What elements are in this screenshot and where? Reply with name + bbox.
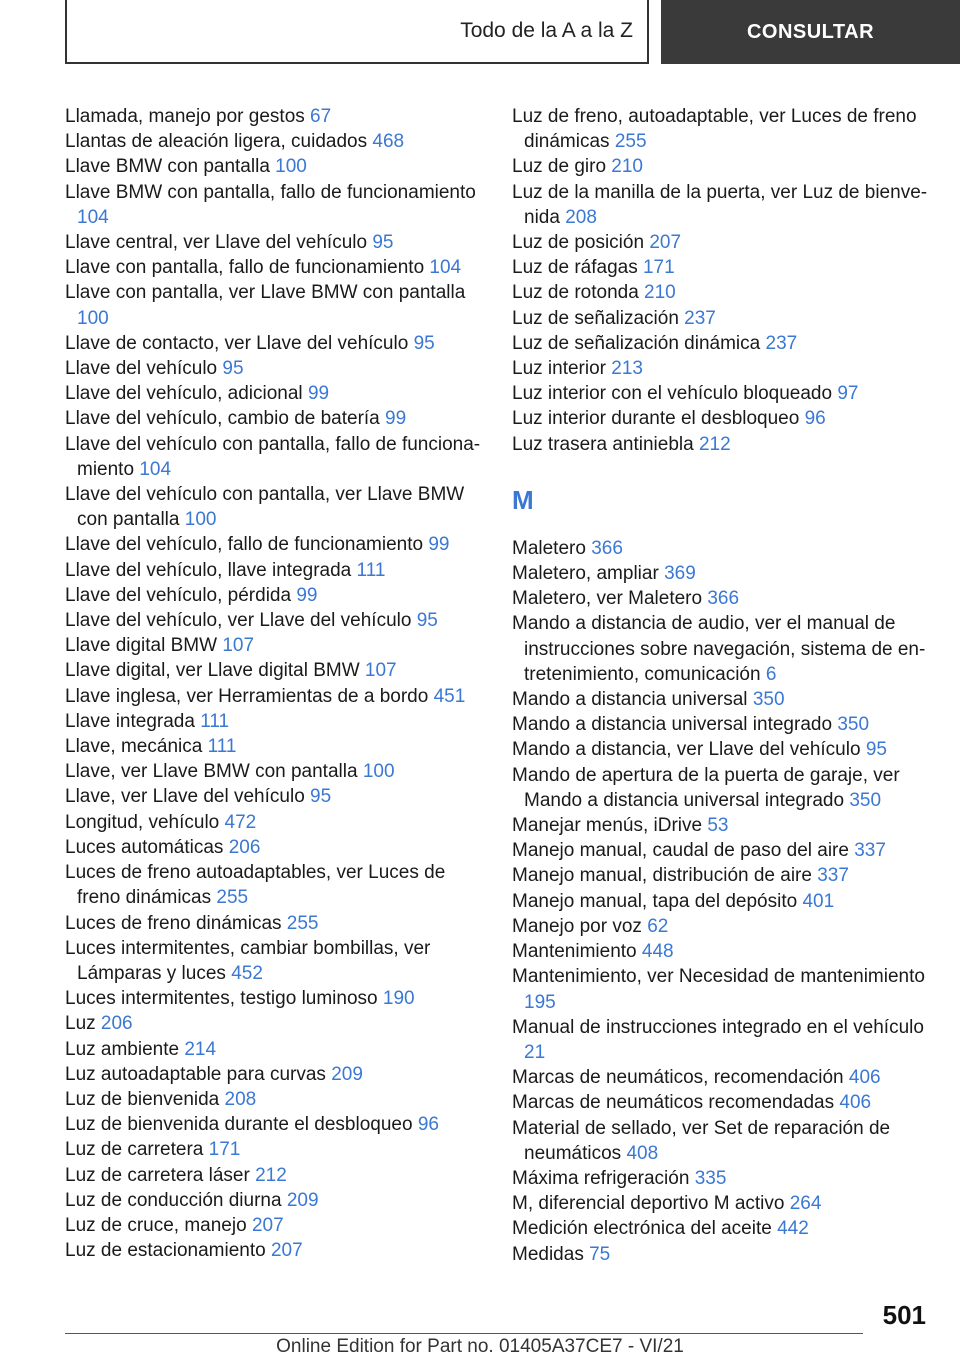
index-entry-text: Llave, ver Llave del vehículo (65, 786, 305, 808)
index-entry-page-link[interactable]: 350 (849, 789, 882, 811)
index-entry-page-link[interactable]: 408 (626, 1142, 659, 1164)
index-entry-text: Llave, ver Llave BMW con pantalla (65, 761, 358, 783)
index-entry-page-link[interactable]: 208 (565, 206, 597, 228)
index-entry-page-link[interactable]: 237 (765, 332, 798, 354)
index-entry-text: Maletero, ver Maletero (512, 588, 703, 610)
index-entry-text: Llave de contacto, ver Llave del vehículo (65, 332, 409, 354)
index-entry-text: Medición electrónica del aceite (512, 1218, 772, 1240)
index-entry (512, 230, 932, 255)
index-entry (512, 889, 932, 914)
index-entry-page-link[interactable]: 99 (307, 383, 330, 405)
index-entry-page-link[interactable]: 95 (865, 739, 887, 761)
index-entry-page-link[interactable]: 207 (251, 1214, 284, 1236)
index-entry-text: Llantas de aleación ligera, cuidados (65, 131, 368, 153)
index-entry (512, 964, 932, 1014)
index-entry-page-link[interactable]: 95 (416, 610, 438, 632)
index-entry (512, 331, 932, 356)
index-entry-text: Mando a distancia de audio, ver el manual de instrucciones sobre navegación, sistema de entretenimiento, comunicación (512, 613, 926, 685)
index-entry (65, 154, 485, 179)
index-entry (512, 763, 932, 813)
index-entry (512, 586, 932, 611)
index-entry (65, 180, 485, 230)
index-entry-text: Luz de bienvenida durante el desbloqueo (65, 1114, 413, 1136)
index-group-m (512, 536, 932, 1267)
index-entry (65, 1137, 485, 1162)
index-entry-text: Luces intermitentes, testigo luminoso (65, 988, 378, 1010)
index-entry-text: Luz de bienvenida (65, 1088, 220, 1110)
index-entry (512, 1090, 932, 1115)
index-entry (65, 558, 485, 583)
index-entry (512, 813, 932, 838)
index-entry-text: Luces de freno autoadaptables, ver Luces de freno dinámicas (65, 862, 446, 909)
index-entry (512, 1216, 932, 1241)
index-entry-text: Longitud, vehículo (65, 811, 220, 833)
index-entry-page-link[interactable]: 210 (644, 282, 676, 304)
index-entry-text: Llave del vehículo, pérdida (65, 584, 292, 606)
index-entry (512, 104, 932, 154)
index-entry-page-link[interactable]: 96 (417, 1114, 439, 1136)
index-entry-text: Llave central, ver Llave del vehículo (65, 232, 368, 254)
index-entry (65, 633, 485, 658)
index-entry (65, 1238, 485, 1263)
index-entry (512, 939, 932, 964)
index-entry-text: Llave del vehículo con pantalla, fallo de funcionamiento (65, 433, 481, 480)
index-entry-text: Material de sellado, ver Set de reparación de neumáticos (512, 1117, 891, 1164)
index-entry-text: Manejo manual, distribución de aire (512, 865, 812, 887)
index-entry (512, 914, 932, 939)
index-entry-page-link[interactable]: 206 (228, 836, 261, 858)
index-entry-page-link[interactable]: 97 (837, 383, 859, 405)
index-entry-page-link[interactable]: 75 (589, 1243, 611, 1265)
index-entry-text: Manejo por voz (512, 915, 642, 937)
index-entry (512, 737, 932, 762)
index-entry-page-link[interactable]: 208 (224, 1088, 257, 1110)
index-entry (65, 1112, 485, 1137)
index-entry-text: Llave del vehículo (65, 358, 218, 380)
header-tab-consultar[interactable] (661, 0, 960, 64)
index-entry-page-link[interactable]: 111 (207, 736, 237, 758)
index-entry-text: Mando a distancia, ver Llave del vehículo (512, 739, 861, 761)
index-entry-page-link[interactable]: 95 (310, 786, 332, 808)
index-entry-text: Llave integrada (65, 710, 195, 732)
index-entry (65, 784, 485, 809)
index-entry-text: Luz interior con el vehículo bloqueado (512, 383, 833, 405)
index-entry (65, 986, 485, 1011)
index-entry (65, 860, 485, 910)
index-entry (65, 381, 485, 406)
index-entry-text: Luz de freno, autoadaptable, ver Luces de freno dinámicas (512, 106, 917, 153)
index-entry (512, 712, 932, 737)
index-entry-page-link[interactable]: 337 (854, 840, 886, 862)
index-entry-text: Medidas (512, 1243, 584, 1265)
footer-edition-text: Online Edition for Part no. 01405A37CE7 - VI/21 (276, 1336, 684, 1357)
index-entry-text: Luz de estacionamiento (65, 1240, 266, 1262)
page-number: 501 (882, 1300, 926, 1330)
index-entry-page-link[interactable]: 255 (614, 131, 647, 153)
index-entry (512, 838, 932, 863)
index-entry-text: Manejar menús, iDrive (512, 815, 703, 837)
index-entry-page-link[interactable]: 95 (372, 232, 394, 254)
index-entry (512, 306, 932, 331)
index-entry-text: Luz de carretera láser (65, 1164, 250, 1186)
index-entry (65, 936, 485, 986)
index-entry-text: Luz de rotonda (512, 282, 639, 304)
index-entry-text: Mando de apertura de la puerta de garaje, ver Mando a distancia universal integrado (512, 764, 900, 811)
index-entry (65, 1011, 485, 1036)
index-entry-page-link[interactable]: 212 (698, 433, 731, 455)
index-entry (512, 1065, 932, 1090)
index-entry-text: Llamada, manejo por gestos (65, 106, 305, 127)
index-entry-text: Luz (65, 1013, 96, 1035)
index-entry-page-link[interactable]: 190 (382, 988, 415, 1010)
index-entry-page-link[interactable]: 451 (433, 685, 466, 707)
index-entry-text: Luz interior (512, 358, 606, 380)
index-entry-text: Luces intermitentes, cambiar bombillas, ver Lámparas y luces (65, 937, 431, 984)
index-entry-text: Luz interior durante el desbloqueo (512, 408, 800, 430)
index-entry-text: Llave del vehículo, fallo de funcionamiento (65, 534, 424, 556)
index-entry-text: Mando a distancia universal (512, 689, 748, 711)
index-entry-page-link[interactable]: 207 (649, 232, 682, 254)
index-entry-text: Llave del vehículo, adicional (65, 383, 303, 405)
footer-divider (65, 1333, 863, 1334)
index-entry-text: M, diferencial deportivo M activo (512, 1193, 785, 1215)
index-entry-page-link[interactable]: 104 (429, 257, 462, 279)
index-entry (65, 1163, 485, 1188)
index-entry-page-link[interactable]: 255 (286, 912, 319, 934)
index-entry-text: Llave del vehículo, cambio de batería (65, 408, 380, 430)
index-entry-page-link[interactable]: 209 (286, 1189, 319, 1211)
index-entry (512, 356, 932, 381)
index-entry-page-link[interactable]: 100 (184, 509, 217, 531)
index-entry-page-link[interactable]: 21 (524, 1041, 546, 1063)
index-entry-page-link[interactable]: 99 (296, 584, 318, 606)
index-entry (512, 255, 932, 280)
index-entry-page-link[interactable]: 448 (641, 941, 674, 963)
index-entry-page-link[interactable]: 214 (184, 1038, 217, 1060)
index-entry (512, 863, 932, 888)
index-entry-page-link[interactable]: 213 (611, 358, 643, 380)
index-entry-page-link[interactable]: 53 (707, 815, 729, 837)
index-entry-page-link[interactable]: 206 (100, 1013, 133, 1035)
index-entry-page-link[interactable]: 111 (356, 559, 386, 581)
index-entry-text: Llave digital BMW (65, 635, 218, 657)
index-entry-text: Marcas de neumáticos, recomendación (512, 1067, 844, 1089)
index-group-l-continued (512, 104, 932, 457)
section-letter-m: M (512, 484, 534, 515)
index-entry (65, 1213, 485, 1238)
index-entry-page-link[interactable]: 366 (707, 588, 740, 610)
index-entry-page-link[interactable]: 207 (270, 1240, 303, 1262)
index-entry (512, 280, 932, 305)
index-entry-text: Mantenimiento, ver Necesidad de mantenimiento (512, 966, 925, 988)
index-entry (512, 1015, 932, 1065)
index-entry (65, 230, 485, 255)
index-entry-page-link[interactable]: 171 (208, 1139, 241, 1161)
index-entry (65, 810, 485, 835)
index-entry-page-link[interactable]: 212 (255, 1164, 287, 1186)
index-entry (65, 1062, 485, 1087)
index-entry (65, 1188, 485, 1213)
index-entry (65, 684, 485, 709)
index-entry-text: Luz de señalización dinámica (512, 332, 761, 354)
index-entry (512, 432, 932, 457)
index-entry-text: Luz ambiente (65, 1038, 180, 1060)
index-entry-text: Luz de señalización (512, 307, 679, 329)
index-entry (65, 759, 485, 784)
index-entry-text: Luz de giro (512, 156, 607, 178)
index-entry-text: Llave del vehículo con pantalla, ver Llave BMW con pantalla (65, 484, 465, 531)
index-entry-page-link[interactable]: 335 (694, 1167, 727, 1189)
index-entry (512, 536, 932, 561)
index-entry-text: Luz trasera antiniebla (512, 433, 694, 455)
index-entry-page-link[interactable]: 255 (216, 887, 249, 909)
index-entry-page-link[interactable]: 210 (611, 156, 643, 178)
header-section-box (65, 0, 649, 64)
index-entry (65, 583, 485, 608)
index-entry-page-link[interactable]: 442 (777, 1218, 809, 1240)
index-entry (65, 658, 485, 683)
index-entry-page-link[interactable]: 67 (310, 106, 332, 127)
index-entry-text: Máxima refrigeración (512, 1167, 690, 1189)
index-entry (65, 608, 485, 633)
index-entry-page-link[interactable]: 62 (647, 915, 669, 937)
index-entry-page-link[interactable]: 100 (362, 761, 395, 783)
index-entry-text: Luz de conducción diurna (65, 1189, 282, 1211)
header-tab-label: CONSULTAR (746, 20, 875, 43)
index-entry-text: Llave del vehículo, ver Llave del vehículo (65, 610, 412, 632)
index-entry-page-link[interactable]: 209 (331, 1063, 363, 1085)
index-entry (65, 911, 485, 936)
index-entry-text: Luz de carretera (65, 1139, 204, 1161)
index-entry (512, 1166, 932, 1191)
index-entry-page-link[interactable]: 366 (591, 537, 623, 559)
index-entry-text: Luz autoadaptable para curvas (65, 1063, 326, 1085)
index-entry-text: Luz de cruce, manejo (65, 1214, 247, 1236)
index-entry-page-link[interactable]: 350 (837, 714, 870, 736)
index-entry-page-link[interactable]: 96 (804, 408, 826, 430)
index-entry (65, 280, 485, 330)
index-entry-text: Mando a distancia universal integrado (512, 714, 833, 736)
index-entry-text: Maletero (512, 537, 586, 559)
index-entry (65, 255, 485, 280)
index-entry-text: Llave con pantalla, fallo de funcionamiento (65, 257, 425, 279)
index-entry-page-link[interactable]: 171 (642, 257, 675, 279)
index-entry-page-link[interactable]: 104 (77, 206, 109, 228)
index-entry-page-link[interactable]: 99 (385, 408, 407, 430)
index-entry (512, 687, 932, 712)
index-entry-page-link[interactable]: 95 (413, 332, 435, 354)
index-entry (65, 331, 485, 356)
index-entry-text: Llave BMW con pantalla (65, 156, 270, 178)
index-entry-page-link[interactable]: 472 (224, 811, 257, 833)
index-column-left (65, 104, 485, 1263)
index-entry (65, 532, 485, 557)
index-entry (512, 154, 932, 179)
index-entry (65, 406, 485, 431)
index-entry-text: Luz de ráfagas (512, 257, 638, 279)
index-entry-page-link[interactable]: 111 (200, 710, 230, 732)
index-entry (512, 1242, 932, 1267)
index-entry-text: Maletero, ampliar (512, 563, 659, 585)
index-entry-page-link[interactable]: 406 (848, 1067, 881, 1089)
index-entry-text: Llave digital, ver Llave digital BMW (65, 660, 360, 682)
index-entry-text: Llave con pantalla, ver Llave BMW con pantalla (65, 282, 466, 304)
index-entry (512, 180, 932, 230)
index-entry (65, 709, 485, 734)
index-entry (512, 1116, 932, 1166)
index-entry-page-link[interactable]: 452 (231, 962, 263, 984)
index-entry (65, 432, 485, 482)
index-entry-page-link[interactable]: 104 (139, 458, 172, 480)
index-entry-page-link[interactable]: 468 (372, 131, 405, 153)
index-entry-page-link[interactable]: 107 (364, 660, 397, 682)
index-entry (65, 835, 485, 860)
index-entry-text: Manejo manual, tapa del depósito (512, 890, 798, 912)
index-entry-page-link[interactable]: 100 (275, 156, 307, 178)
index-entry-page-link[interactable]: 237 (684, 307, 716, 329)
index-entry (512, 1191, 932, 1216)
index-entry (65, 104, 485, 129)
index-entry (65, 1037, 485, 1062)
index-entry-page-link[interactable]: 100 (77, 307, 109, 329)
index-entry-text: Marcas de neumáticos recomendadas (512, 1092, 835, 1114)
index-entry-text: Llave BMW con pantalla, fallo de funcionamiento (65, 181, 476, 203)
index-entry-page-link[interactable]: 264 (789, 1193, 822, 1215)
index-entry (512, 611, 932, 687)
index-entry-page-link[interactable]: 99 (428, 534, 450, 556)
header-section-label: Todo de la A a la Z (460, 19, 633, 42)
index-entry-text: Manejo manual, caudal de paso del aire (512, 840, 849, 862)
index-entry-text: Llave, mecánica (65, 736, 203, 758)
index-entry-text: Manual de instrucciones integrado en el vehículo (512, 1016, 924, 1038)
index-entry-page-link[interactable]: 6 (765, 663, 777, 685)
index-entry-text: Llave inglesa, ver Herramientas de a bordo (65, 685, 429, 707)
index-entry-text: Luces automáticas (65, 836, 224, 858)
index-entry-text: Luz de posición (512, 232, 645, 254)
index-column-right (512, 104, 932, 1267)
index-entry-page-link[interactable]: 350 (752, 689, 785, 711)
index-entry-text: Luz de la manilla de la puerta, ver Luz de bienvenida (512, 181, 928, 228)
index-entry-page-link[interactable]: 195 (524, 991, 556, 1013)
index-entry (65, 482, 485, 532)
index-entry (65, 356, 485, 381)
index-entry-page-link[interactable]: 406 (839, 1092, 872, 1114)
index-entry (512, 381, 932, 406)
index-entry-page-link[interactable]: 95 (222, 358, 244, 380)
index-entry-text: Mantenimiento (512, 941, 637, 963)
index-entry-page-link[interactable]: 401 (802, 890, 835, 912)
index-entry (512, 406, 932, 431)
index-entry (65, 1087, 485, 1112)
index-entry (65, 734, 485, 759)
index-entry-text: Llave del vehículo, llave integrada (65, 559, 352, 581)
index-entry-page-link[interactable]: 337 (817, 865, 849, 887)
index-entry-text: Luces de freno dinámicas (65, 912, 282, 934)
index-entry-page-link[interactable]: 369 (664, 563, 696, 585)
index-entry-page-link[interactable]: 107 (222, 635, 255, 657)
index-entry (512, 561, 932, 586)
index-entry (65, 129, 485, 154)
